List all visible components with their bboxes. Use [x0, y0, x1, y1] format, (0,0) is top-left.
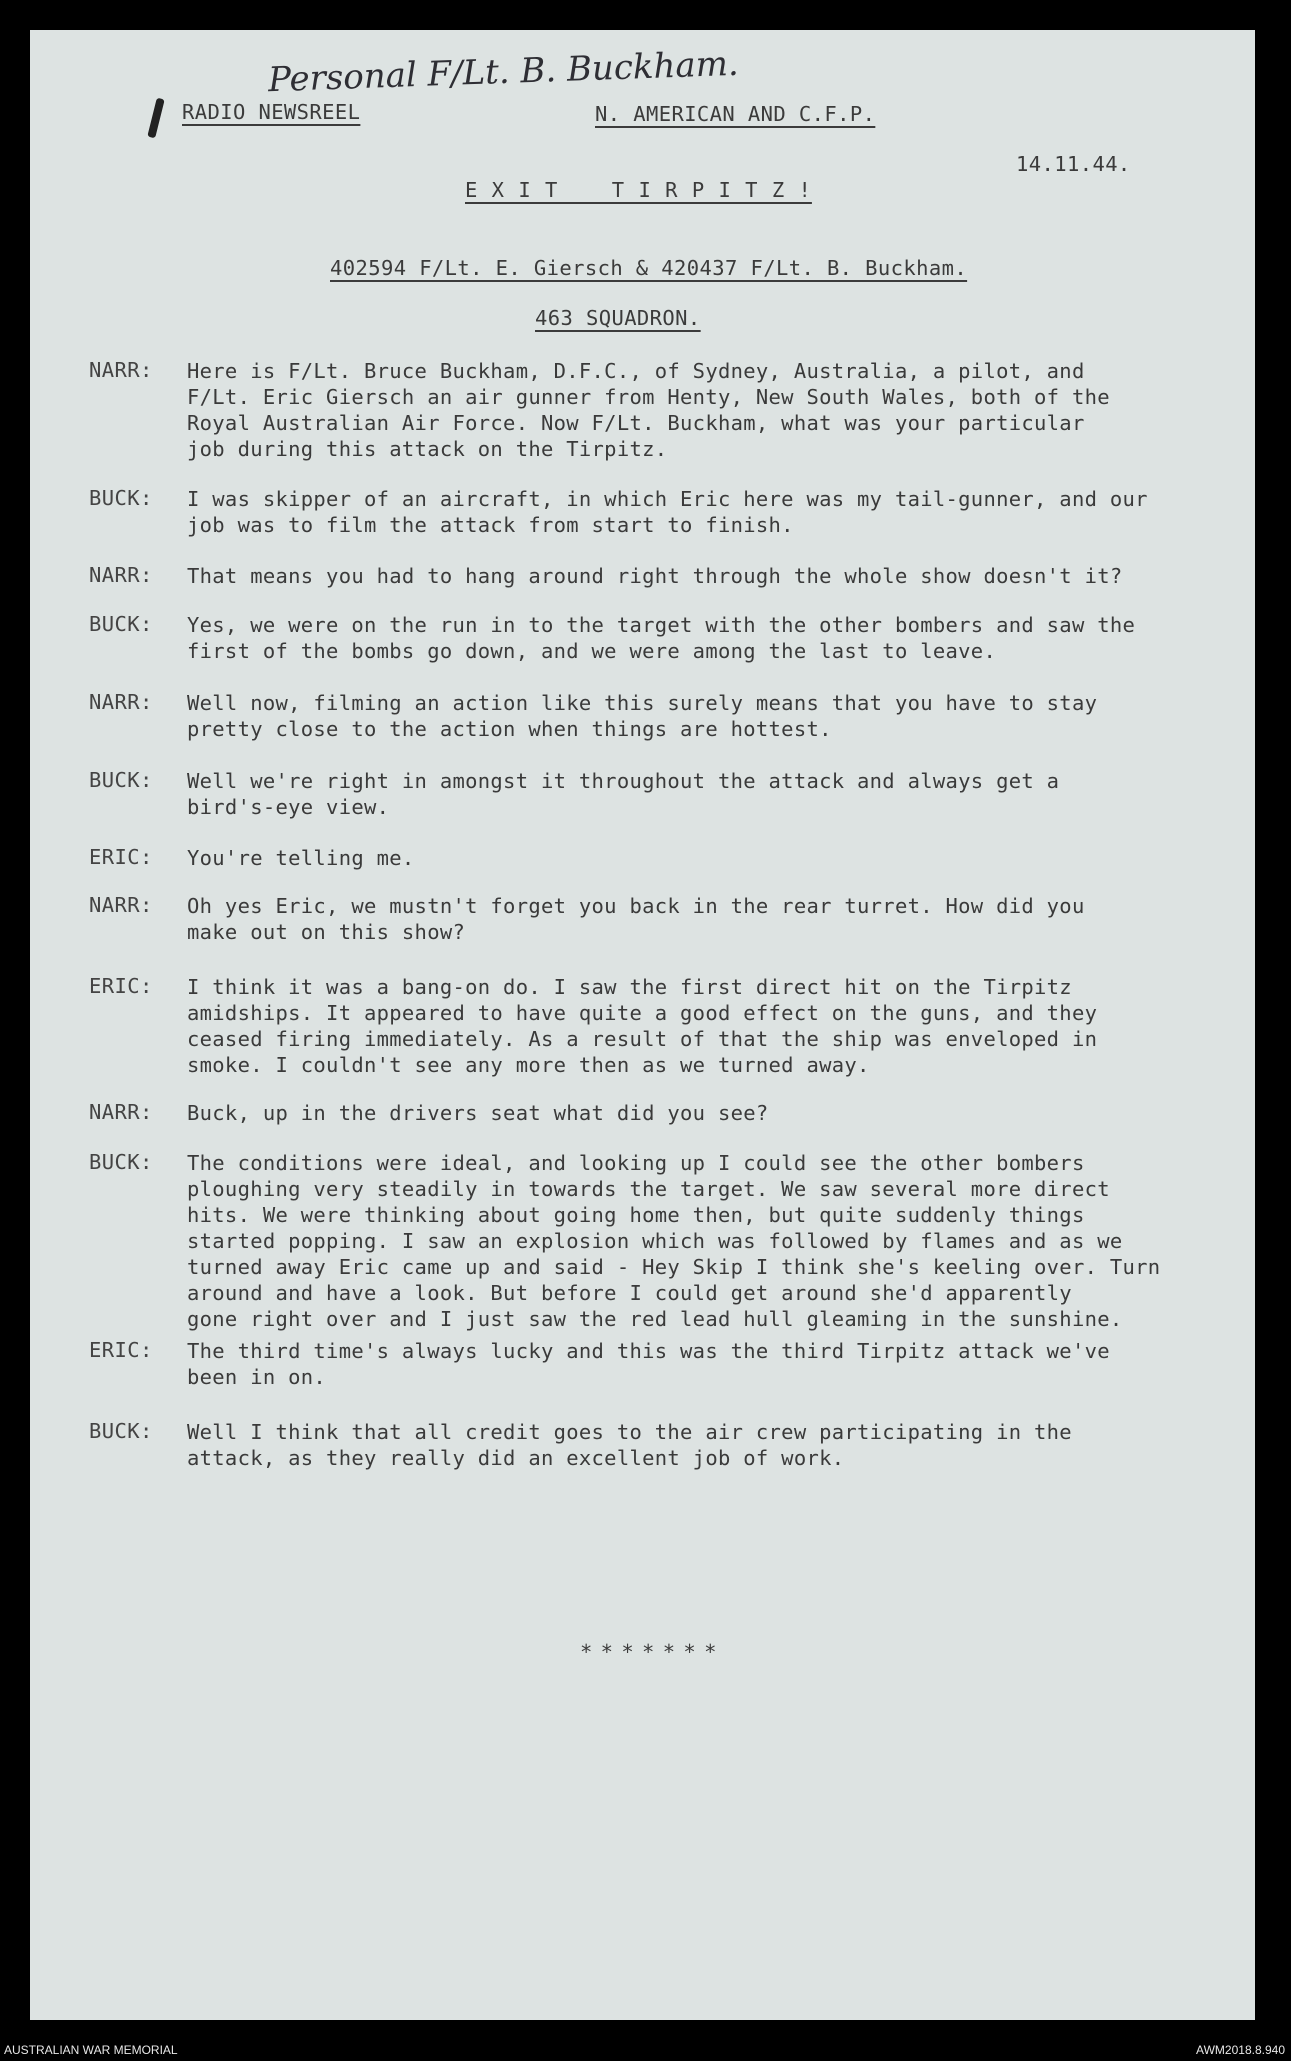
- dialogue-line: bird's-eye view.: [187, 795, 390, 819]
- footer-left: AUSTRALIAN WAR MEMORIAL: [4, 2043, 178, 2057]
- dialogue-line: F/Lt. Eric Giersch an air gunner from Henty, New South Wales, both of the: [187, 385, 1110, 409]
- dialogue-line: amidships. It appeared to have quite a good effect on the guns, and they: [187, 1001, 1098, 1025]
- speaker-label: NARR:: [89, 893, 153, 917]
- dialogue-line: You're telling me.: [187, 846, 415, 870]
- header-left: RADIO NEWSREEL: [182, 100, 361, 124]
- dialogue-line: attack, as they really did an excellent job of work.: [187, 1446, 845, 1470]
- handwritten-note-text: Personal F/Lt. B. Buckham.: [267, 43, 740, 101]
- dialogue-line: hits. We were thinking about going home then, but quite suddenly things: [187, 1203, 1085, 1227]
- dialogue-line: Well we're right in amongst it throughout the attack and always get a: [187, 769, 1060, 793]
- handwritten-note: [267, 44, 739, 100]
- dialogue-line: That means you had to hang around right through the whole show doesn't it?: [187, 564, 1123, 588]
- speaker-label: BUCK:: [89, 768, 153, 792]
- footer-right: AWM2018.8.940: [1196, 2043, 1285, 2057]
- dialogue-line: job during this attack on the Tirpitz.: [187, 437, 668, 461]
- dialogue-text: [187, 690, 1147, 742]
- dialogue-line: first of the bombs go down, and we were among the last to leave.: [187, 639, 997, 663]
- date: 14.11.44.: [1016, 152, 1131, 176]
- subtitle: 402594 F/Lt. E. Giersch & 420437 F/Lt. B. Buckham.: [330, 256, 968, 280]
- squadron: 463 SQUADRON.: [535, 306, 701, 330]
- dialogue-line: gone right over and I just saw the red lead hull gleaming in the sunshine.: [187, 1307, 1123, 1331]
- speaker-label: ERIC:: [89, 974, 153, 998]
- dialogue-line: Well now, filming an action like this surely means that you have to stay: [187, 691, 1098, 715]
- dialogue-line: started popping. I saw an explosion which was followed by flames and as we: [187, 1229, 1123, 1253]
- dialogue-text: [187, 1100, 1147, 1126]
- speaker-label: NARR:: [89, 563, 153, 587]
- dialogue-line: smoke. I couldn't see any more then as we turned away.: [187, 1053, 870, 1077]
- dialogue-line: pretty close to the action when things are hottest.: [187, 717, 832, 741]
- dialogue-text: [187, 1150, 1161, 1332]
- dialogue-line: been in on.: [187, 1365, 327, 1389]
- dialogue-text: [187, 974, 1147, 1078]
- speaker-label: ERIC:: [89, 845, 153, 869]
- dialogue-line: ceased firing immediately. As a result of that the ship was enveloped in: [187, 1027, 1098, 1051]
- pen-mark: [147, 98, 164, 139]
- dialogue-line: Well I think that all credit goes to the air crew participating in the: [187, 1420, 1072, 1444]
- dialogue-line: Oh yes Eric, we mustn't forget you back in the rear turret. How did you: [187, 894, 1085, 918]
- dialogue-text: [187, 358, 1147, 462]
- dialogue-text: [187, 768, 1147, 820]
- document-page: [30, 30, 1255, 2020]
- dialogue-line: ploughing very steadily in towards the target. We saw several more direct: [187, 1177, 1110, 1201]
- dialogue-line: turned away Eric came up and said - Hey Skip I think she's keeling over. Turn: [187, 1255, 1161, 1279]
- dialogue-line: Here is F/Lt. Bruce Buckham, D.F.C., of Sydney, Australia, a pilot, and: [187, 359, 1085, 383]
- dialogue-line: I think it was a bang-on do. I saw the first direct hit on the Tirpitz: [187, 975, 1072, 999]
- dialogue-text: [187, 612, 1147, 664]
- dialogue-line: The third time's always lucky and this was the third Tirpitz attack we've: [187, 1339, 1110, 1363]
- dialogue-line: The conditions were ideal, and looking up I could see the other bombers: [187, 1151, 1085, 1175]
- dialogue-text: [187, 563, 1147, 589]
- dialogue-line: Royal Australian Air Force. Now F/Lt. Buckham, what was your particular: [187, 411, 1085, 435]
- speaker-label: BUCK:: [89, 1150, 153, 1174]
- speaker-label: NARR:: [89, 358, 153, 382]
- dialogue-line: job was to film the attack from start to finish.: [187, 513, 794, 537]
- speaker-label: ERIC:: [89, 1338, 153, 1362]
- dialogue-line: Buck, up in the drivers seat what did you see?: [187, 1101, 769, 1125]
- speaker-label: BUCK:: [89, 612, 153, 636]
- dialogue-text: [187, 1419, 1147, 1471]
- dialogue-line: around and have a look. But before I could get around she'd apparently: [187, 1281, 1072, 1305]
- dialogue-line: Yes, we were on the run in to the target with the other bombers and saw the: [187, 613, 1136, 637]
- speaker-label: NARR:: [89, 1100, 153, 1124]
- header-right: N. AMERICAN AND C.F.P.: [595, 102, 876, 126]
- page-title: E X I T T I R P I T Z !: [465, 178, 812, 202]
- dialogue-line: make out on this show?: [187, 920, 466, 944]
- dialogue-text: [187, 1338, 1147, 1390]
- dialogue-text: [187, 845, 1147, 871]
- dialogue-line: I was skipper of an aircraft, in which Eric here was my tail-gunner, and our: [187, 487, 1148, 511]
- speaker-label: BUCK:: [89, 486, 153, 510]
- speaker-label: BUCK:: [89, 1419, 153, 1443]
- dialogue-text: [187, 893, 1147, 945]
- speaker-label: NARR:: [89, 690, 153, 714]
- end-mark: * * * * * * *: [580, 1640, 715, 1664]
- dialogue-text: [187, 486, 1147, 538]
